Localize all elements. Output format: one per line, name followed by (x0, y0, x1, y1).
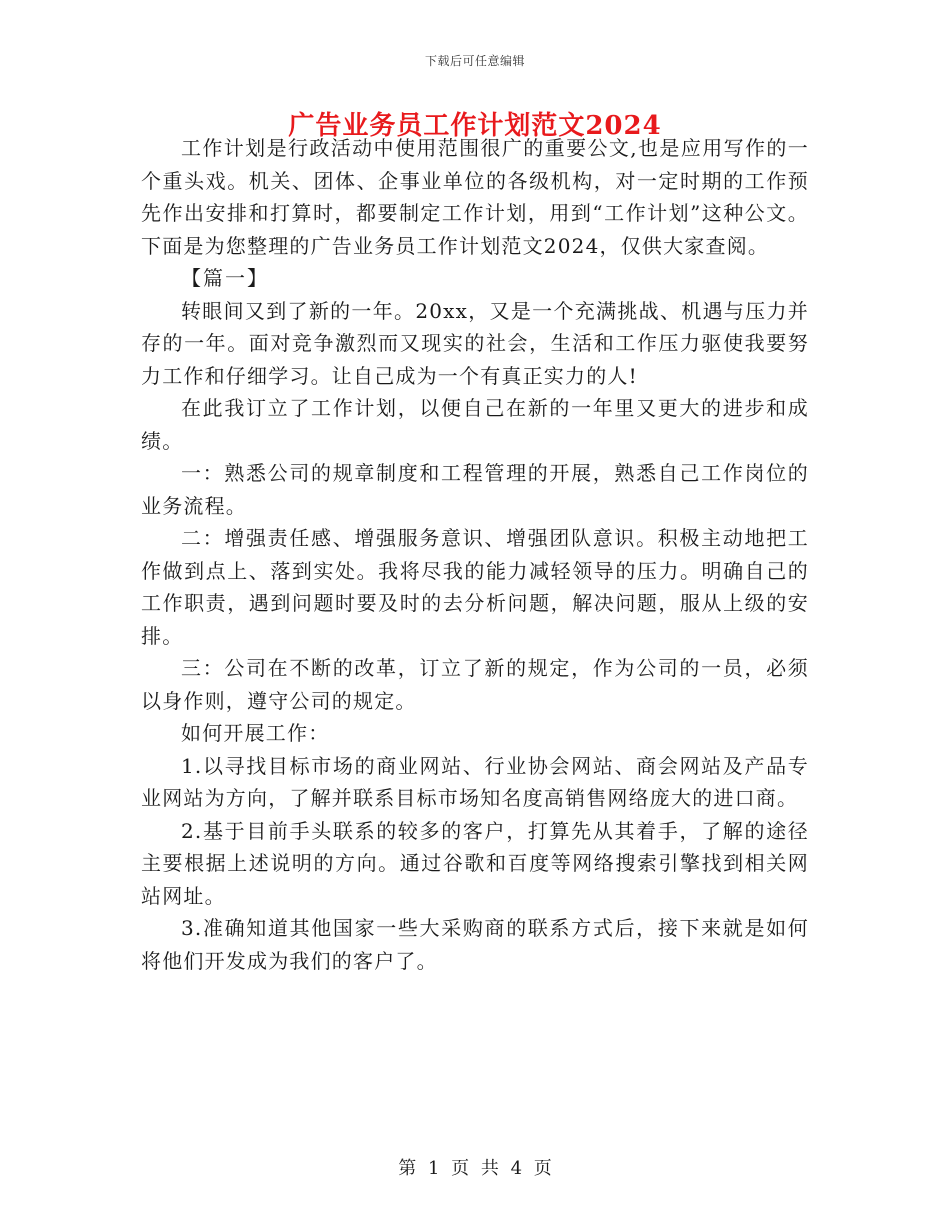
numbered-item-3: 3.准确知道其他国家一些大采购商的联系方式后，接下来就是如何将他们开发成为我们的客户了。 (141, 916, 809, 973)
plan-item-2: 二：增强责任感、增强服务意识、增强团队意识。积极主动地把工作做到点上、落到实处。我将尽我的能力减轻领导的压力。明确自己的工作职责，遇到问题时要及时的去分析问题，解决问题，服从上级的安排。 (141, 526, 809, 648)
numbered-item-2: 2.基于目前手头联系的较多的客户，打算先从其着手，了解的途径主要根据上述说明的方向。通过谷歌和百度等网络搜索引擎找到相关网站网址。 (141, 818, 809, 908)
document-body (141, 132, 809, 977)
subheading: 如何开展工作： (181, 721, 330, 745)
numbered-item-1: 1.以寻找目标市场的商业网站、行业协会网站、商会网站及产品专业网站为方向，了解并联系目标市场知名度高销售网络庞大的进口商。 (141, 753, 809, 810)
page-header-note: 下载后可任意编辑 (424, 54, 525, 68)
page-number-footer: 第 1 页 共 4 页 (398, 1158, 552, 1179)
body-paragraph: 在此我订立了工作计划，以便自己在新的一年里又更大的进步和成绩。 (141, 396, 809, 453)
plan-item-1: 一：熟悉公司的规章制度和工程管理的开展，熟悉自己工作岗位的业务流程。 (141, 461, 809, 518)
document-title: 广告业务员工作计划范文2024 (288, 111, 662, 141)
intro-paragraph: 工作计划是行政活动中使用范围很广的重要公文,也是应用写作的一个重头戏。机关、团体、企事业单位的各级机构，对一定时期的工作预先作出安排和打算时，都要制定工作计划，用到“工作计划”这种公文。下面是为您整理的广告业务员工作计划范文2024，仅供大家查阅。 (141, 136, 809, 258)
body-paragraph: 转眼间又到了新的一年。20xx，又是一个充满挑战、机遇与压力并存的一年。面对竞争激烈而又现实的社会，生活和工作压力驱使我要努力工作和仔细学习。让自己成为一个有真正实力的人! (141, 298, 809, 388)
plan-item-3: 三：公司在不断的改革，订立了新的规定，作为公司的一员，必须以身作则，遵守公司的规定。 (141, 656, 809, 713)
section-label: 【篇一】 (181, 266, 269, 290)
